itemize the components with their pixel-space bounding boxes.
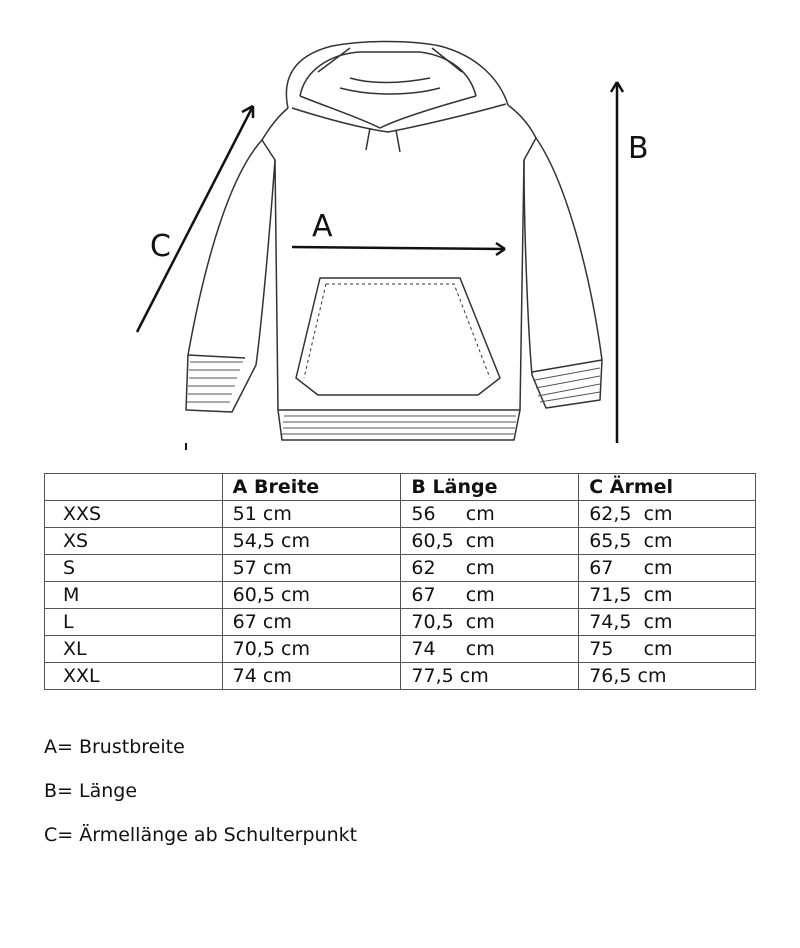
table-row [45, 609, 756, 636]
laenge-cell: 56 cm [401, 501, 579, 528]
label-b: B [628, 131, 649, 166]
header-aermel: C Ärmel [579, 474, 756, 501]
size-cell: XXL [45, 663, 223, 690]
laenge-cell: 74 cm [401, 636, 579, 663]
hoodie-outline [186, 42, 602, 441]
table-row [45, 663, 756, 690]
legend-item-b: B= Länge [44, 780, 138, 802]
label-a: A [312, 209, 333, 244]
size-cell: XS [45, 528, 223, 555]
legend-item-a: A= Brustbreite [44, 736, 185, 758]
laenge-cell: 70,5 cm [401, 609, 579, 636]
measurement-legend [44, 733, 357, 865]
breite-cell: 67 cm [222, 609, 401, 636]
aermel-cell: 76,5 cm [579, 663, 756, 690]
ribbed-bands [187, 362, 600, 434]
size-cell: L [45, 609, 223, 636]
breite-cell: 74 cm [222, 663, 401, 690]
laenge-cell: 77,5 cm [401, 663, 579, 690]
size-cell: S [45, 555, 223, 582]
size-cell: XXS [45, 501, 223, 528]
arrow-c [137, 106, 253, 332]
table-header-row [45, 474, 756, 501]
size-table [44, 473, 756, 690]
label-c: C [150, 229, 171, 264]
breite-cell: 70,5 cm [222, 636, 401, 663]
table-row [45, 555, 756, 582]
hoodie-measurement-diagram [0, 0, 800, 460]
arrow-a [292, 247, 505, 249]
breite-cell: 54,5 cm [222, 528, 401, 555]
aermel-cell: 67 cm [579, 555, 756, 582]
aermel-cell: 75 cm [579, 636, 756, 663]
header-laenge: B Länge [401, 474, 579, 501]
size-cell: M [45, 582, 223, 609]
hoodie-illustration [0, 0, 800, 460]
laenge-cell: 60,5 cm [401, 528, 579, 555]
breite-cell: 57 cm [222, 555, 401, 582]
header-size [45, 474, 223, 501]
breite-cell: 51 cm [222, 501, 401, 528]
breite-cell: 60,5 cm [222, 582, 401, 609]
aermel-cell: 62,5 cm [579, 501, 756, 528]
laenge-cell: 67 cm [401, 582, 579, 609]
header-breite: A Breite [222, 474, 401, 501]
size-cell: XL [45, 636, 223, 663]
table-row [45, 636, 756, 663]
table-row [45, 582, 756, 609]
aermel-cell: 65,5 cm [579, 528, 756, 555]
table-row [45, 501, 756, 528]
legend-item-c: C= Ärmellänge ab Schulterpunkt [44, 824, 358, 846]
table-row [45, 528, 756, 555]
aermel-cell: 71,5 cm [579, 582, 756, 609]
aermel-cell: 74,5 cm [579, 609, 756, 636]
laenge-cell: 62 cm [401, 555, 579, 582]
